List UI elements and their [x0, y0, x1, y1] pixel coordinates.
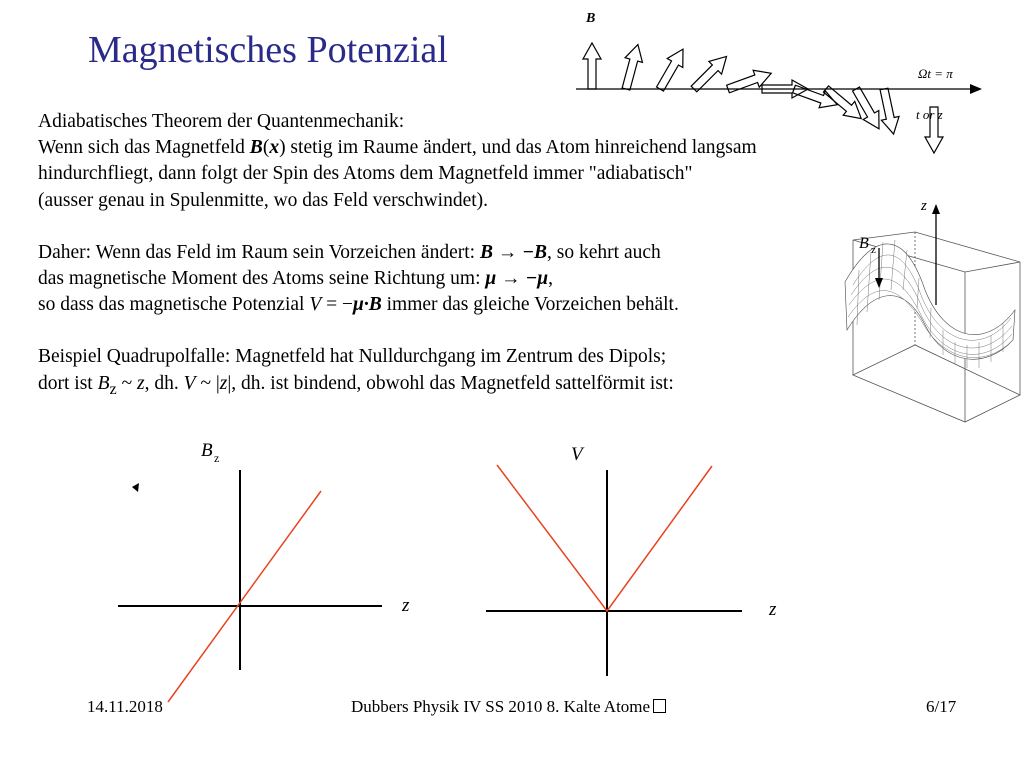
text-line: so dass das magnetische Potenzial V = −μ·B immer das gleiche Vorzeichen behält. — [38, 294, 679, 316]
graph-bz-ylabel-sub: z — [214, 451, 220, 465]
body-text — [38, 109, 898, 402]
text-line: Beispiel Quadrupolfalle: Magnetfeld hat Nulldurchgang im Zentrum des Dipols; — [38, 346, 667, 368]
text-line: dort ist $B_z$ ~ z, dh. V ~ |z|, dh. ist bindend, obwohl das Magnetfeld sattelförmit ist: — [38, 372, 674, 398]
text-line: Wenn sich das Magnetfeld B(x) stetig im Raume ändert, und das Atom hinreichend langsam — [38, 137, 757, 159]
bz-line — [168, 491, 321, 702]
text-line: Daher: Wenn das Feld im Raum sein Vorzeichen ändert: B → −B, so kehrt auch — [38, 241, 661, 263]
footer-date: 14.11.2018 — [87, 697, 163, 716]
saddle-label-b: B — [859, 235, 869, 252]
graph-bz-xlabel: z — [402, 595, 410, 616]
text-line: (ausser genau in Spulenmitte, wo das Feld verschwindet). — [38, 189, 489, 211]
spin-label-t-or-z: t or z — [916, 107, 943, 122]
slide-title: Magnetisches Potenzial — [88, 29, 448, 71]
spin-label-b: B — [586, 11, 596, 26]
saddle-label-b-sub: z — [871, 244, 876, 256]
graph-v-vs-z — [480, 440, 800, 705]
saddle-label-z: z — [921, 198, 927, 214]
graph-bz-vs-z — [110, 440, 410, 705]
graph-bz-ylabel: B — [201, 440, 213, 461]
text-line: Adiabatisches Theorem der Quantenmechanik: — [38, 111, 405, 132]
stray-marker — [132, 483, 139, 492]
footer-page: 6/17 — [926, 697, 957, 716]
footer-center: Dubbers Physik IV SS 2010 8. Kalte Atome — [351, 697, 666, 717]
placeholder-glyph-icon — [653, 699, 666, 713]
text-line: hindurchfliegt, dann folgt der Spin des Atoms dem Magnetfeld immer "adiabatisch" — [38, 163, 693, 185]
text-line: das magnetische Moment des Atoms seine Richtung um: μ → −μ, — [38, 268, 553, 290]
spin-label-omega: Ωt = π — [918, 66, 953, 81]
graph-v-xlabel: z — [769, 599, 777, 620]
v-curve — [497, 465, 712, 611]
graph-v-ylabel: V — [571, 444, 583, 465]
